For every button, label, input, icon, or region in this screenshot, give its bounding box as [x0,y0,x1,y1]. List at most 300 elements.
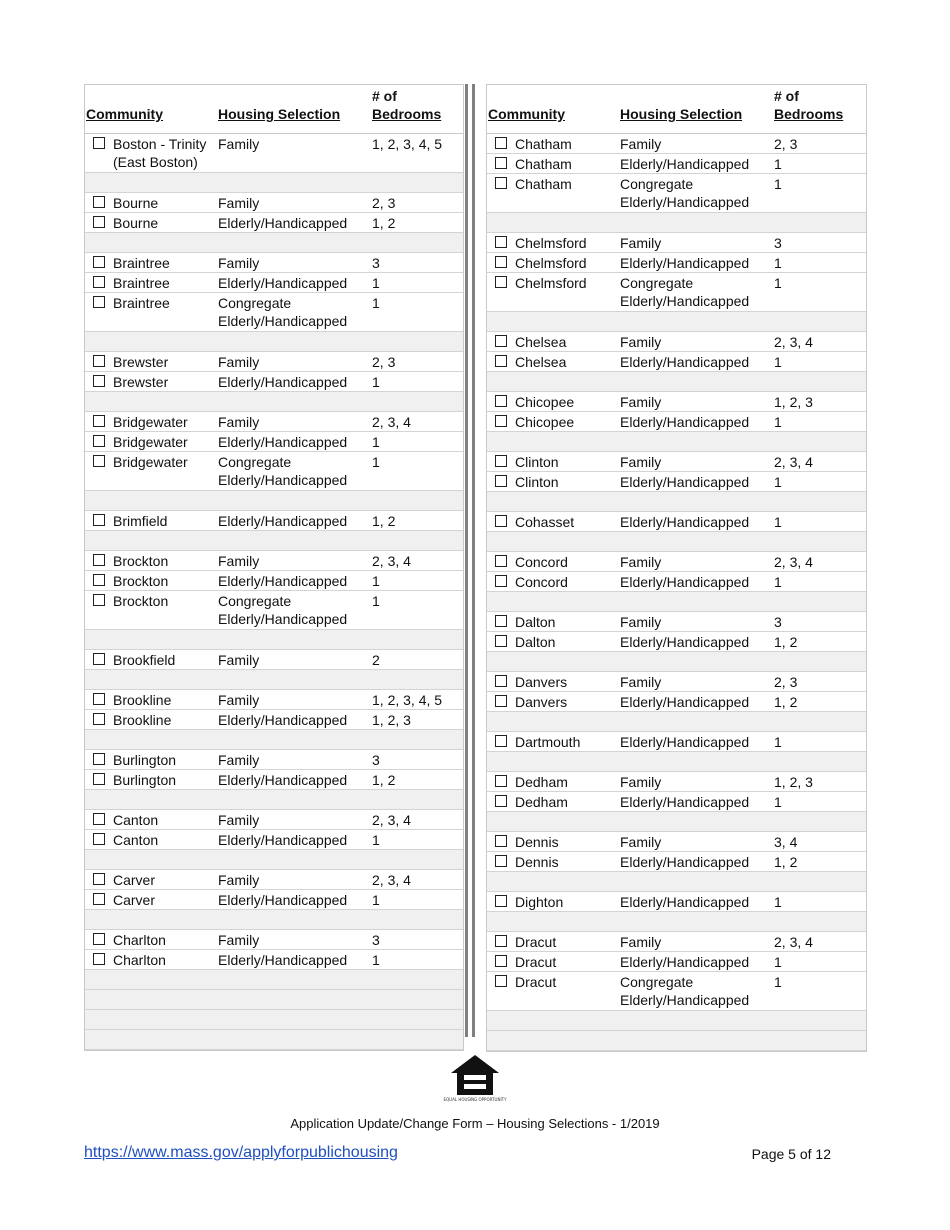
community-cell [515,274,587,292]
community-name: Canton [113,812,159,828]
spacer-row [85,910,463,930]
housing-selection-cell [218,373,347,391]
bedrooms-cell: 1, 2, 3 [774,774,813,790]
spacer-row [85,790,463,810]
community-name: Dracut [515,954,557,970]
table-row [85,412,463,432]
housing-selection: Congregate [218,454,292,470]
housing-selection-cell [218,572,347,590]
housing-selection: Elderly/Handicapped [620,992,750,1008]
community-cell [515,234,587,252]
table-row [85,810,463,830]
community-name: Bridgewater [113,434,188,450]
checkbox[interactable] [93,196,105,208]
housing-selection-cell [620,613,661,631]
bedrooms-cell: 1 [774,176,782,192]
community-name: Braintree [113,295,170,311]
community-cell [515,933,556,951]
table-row [487,352,866,372]
checkbox[interactable] [495,675,507,687]
community-cell [113,831,158,849]
bedrooms-cell: 1 [372,952,380,968]
community-cell [113,651,175,669]
community-cell [515,553,568,571]
housing-selection-cell [218,552,259,570]
checkbox[interactable] [93,514,105,526]
spacer-row [487,492,866,512]
community-name: Bourne [113,195,159,211]
table-row [85,690,463,710]
apply-link[interactable]: https://www.mass.gov/applyforpublichousing [84,1144,398,1161]
housing-selection: Family [620,614,662,630]
checkbox[interactable] [495,475,507,487]
housing-selection-cell [218,951,347,969]
bedrooms-cell: 1, 2 [372,772,396,788]
header-community: Community [488,106,565,122]
checkbox[interactable] [495,955,507,967]
housing-selection-cell [620,693,749,711]
housing-selection: Elderly/Handicapped [620,194,750,210]
checkbox[interactable] [495,835,507,847]
housing-selection: Family [218,932,260,948]
spacer-row [487,432,866,452]
community-name: Charlton [113,932,166,948]
housing-selection: Elderly/Handicapped [218,573,348,589]
checkbox[interactable] [93,953,105,965]
housing-selection: Elderly/Handicapped [620,794,750,810]
community-cell [113,453,188,471]
housing-selection: Elderly/Handicapped [620,514,750,530]
housing-selection: Elderly/Handicapped [620,414,750,430]
table-row [487,612,866,632]
bedrooms-cell: 1 [774,156,782,172]
housing-selection-cell [218,512,347,530]
header-housing-selection: Housing Selection [218,106,341,122]
table-row [85,352,463,372]
checkbox[interactable] [495,236,507,248]
checkbox[interactable] [495,256,507,268]
community-name: Brockton [113,553,169,569]
community-cell [515,333,566,351]
checkbox[interactable] [93,375,105,387]
checkbox[interactable] [495,276,507,288]
community-cell [515,353,566,371]
community-cell [515,693,567,711]
community-name: Dartmouth [515,734,581,750]
community-cell [113,711,171,729]
table-row [85,591,463,630]
checkbox[interactable] [495,415,507,427]
community-name: Charlton [113,952,166,968]
housing-selection: Family [218,692,260,708]
housing-selection-cell [218,831,347,849]
housing-selection-cell [620,393,661,411]
spacer-row [85,850,463,870]
table-row [487,392,866,412]
checkbox[interactable] [93,574,105,586]
community-name: Brewster [113,374,169,390]
community-name: Chicopee [515,394,575,410]
housing-selection: Elderly/Handicapped [218,513,348,529]
checkbox[interactable] [495,157,507,169]
housing-selection-cell [218,592,347,628]
community-name: Chelsea [515,354,567,370]
table-row [85,432,463,452]
community-name: Dracut [515,974,557,990]
table-row [85,571,463,591]
spacer-row [487,812,866,832]
table-row [487,852,866,872]
housing-table-right [486,84,867,1052]
community-name: Chatham [515,176,572,192]
housing-selection-cell [620,953,749,971]
community-cell [113,891,155,909]
table-row [85,770,463,790]
table-row [487,273,866,312]
community-cell [113,294,170,312]
community-cell [113,512,167,530]
housing-selection: Family [620,834,662,850]
community-name: Chicopee [515,414,575,430]
community-name: Danvers [515,694,568,710]
table-row [85,452,463,491]
table-row [487,253,866,273]
table-row [487,134,866,154]
community-name: Dedham [515,794,568,810]
housing-selection-cell [620,933,661,951]
community-cell [515,135,572,153]
checkbox[interactable] [93,594,105,606]
bedrooms-cell: 1 [774,255,782,271]
community-cell [515,973,556,991]
bedrooms-cell: 1 [372,374,380,390]
bedrooms-cell: 1 [774,414,782,430]
housing-selection: Elderly/Handicapped [620,574,750,590]
community-name: Cohasset [515,514,575,530]
checkbox[interactable] [93,773,105,785]
checkbox[interactable] [93,435,105,447]
community-name: Brimfield [113,513,168,529]
housing-selection-cell [218,214,347,232]
housing-selection-cell [620,893,749,911]
housing-selection: Elderly/Handicapped [620,854,750,870]
column-divider [472,84,475,1037]
checkbox[interactable] [93,137,105,149]
table-row [487,732,866,752]
bedrooms-cell: 1 [372,275,380,291]
checkbox[interactable] [93,833,105,845]
housing-selection-cell [620,413,749,431]
checkbox[interactable] [93,713,105,725]
bedrooms-cell: 2, 3, 4 [774,454,813,470]
housing-selection-cell [620,453,661,471]
table-row [487,692,866,712]
table-row [487,512,866,532]
housing-selection: Family [620,235,662,251]
community-cell [515,413,574,431]
community-name: Concord [515,554,568,570]
community-name: Dalton [515,634,556,650]
community-name: (East Boston) [113,154,198,170]
housing-selection-cell [620,274,749,310]
community-name: Chelmsford [515,235,587,251]
table-row [85,273,463,293]
community-cell [113,931,166,949]
bedrooms-cell: 3 [774,235,782,251]
bedrooms-cell: 2, 3, 4 [774,334,813,350]
housing-selection-cell [218,691,259,709]
housing-selection: Elderly/Handicapped [620,694,750,710]
community-cell [515,833,559,851]
checkbox[interactable] [495,455,507,467]
spacer-row [487,652,866,672]
logo-text: EQUAL HOUSING OPPORTUNITY [443,1097,507,1102]
bedrooms-cell: 1 [774,574,782,590]
community-cell [515,893,563,911]
community-cell [515,853,559,871]
housing-selection: Elderly/Handicapped [620,474,750,490]
housing-selection-cell [218,433,347,451]
community-name: Brockton [113,593,169,609]
housing-selection: Elderly/Handicapped [620,894,750,910]
bedrooms-cell: 3 [372,752,380,768]
housing-selection: Family [218,414,260,430]
checkbox[interactable] [93,693,105,705]
spacer-row [85,630,463,650]
community-name: Brookline [113,692,172,708]
spacer-row [85,1010,463,1030]
community-cell [113,353,168,371]
housing-selection-cell [218,711,347,729]
table-body [487,134,866,1051]
table-row [487,174,866,213]
checkbox[interactable] [495,137,507,149]
housing-selection: Family [218,553,260,569]
header-bedrooms: Bedrooms [372,106,442,122]
bedrooms-cell: 3 [372,255,380,271]
community-name: Dracut [515,934,557,950]
housing-selection: Elderly/Handicapped [218,313,348,329]
community-cell [113,214,158,232]
table-row [487,972,866,1011]
bedrooms-cell: 2, 3, 4 [774,934,813,950]
spacer-row [85,970,463,990]
housing-selection: Congregate [218,593,292,609]
housing-selection: Family [620,334,662,350]
housing-selection-cell [620,793,749,811]
checkbox[interactable] [93,893,105,905]
bedrooms-cell: 1 [774,474,782,490]
bedrooms-cell: 2, 3 [774,136,798,152]
housing-selection-cell [620,155,749,173]
community-name: Canton [113,832,159,848]
table-row [487,472,866,492]
spacer-row [487,1031,866,1051]
housing-selection: Family [218,354,260,370]
housing-selection-cell [218,871,259,889]
housing-selection: Elderly/Handicapped [218,772,348,788]
housing-selection: Elderly/Handicapped [218,611,348,627]
housing-selection-cell [218,194,259,212]
housing-selection-cell [620,513,749,531]
housing-selection: Congregate [620,275,694,291]
spacer-row [487,532,866,552]
housing-selection: Elderly/Handicapped [218,472,348,488]
checkbox[interactable] [495,335,507,347]
housing-selection-cell [218,651,259,669]
housing-selection-cell [218,891,347,909]
housing-selection: Congregate [620,974,694,990]
housing-selection-cell [620,973,749,1009]
community-cell [113,194,158,212]
spacer-row [85,233,463,253]
bedrooms-cell: 2 [372,652,380,668]
housing-selection: Family [620,394,662,410]
checkbox[interactable] [495,735,507,747]
housing-selection: Elderly/Handicapped [620,734,750,750]
checkbox[interactable] [93,276,105,288]
housing-selection-cell [620,633,749,651]
checkbox[interactable] [495,695,507,707]
community-cell [113,572,168,590]
housing-selection-cell [620,254,749,272]
bedrooms-cell: 2, 3 [372,354,396,370]
table-row [487,952,866,972]
housing-selection: Congregate [620,176,694,192]
housing-selection: Elderly/Handicapped [218,275,348,291]
bedrooms-cell: 1 [372,832,380,848]
bedrooms-cell: 1, 2, 3, 4, 5 [372,692,443,708]
community-cell [113,871,155,889]
header-community: Community [86,106,163,122]
community-cell [113,811,158,829]
community-name: Dighton [515,894,564,910]
checkbox[interactable] [93,415,105,427]
housing-selection-cell [218,751,259,769]
checkbox[interactable] [93,653,105,665]
header-bedrooms-line1: # of [372,88,397,104]
checkbox[interactable] [495,895,507,907]
housing-selection: Family [620,674,662,690]
bedrooms-cell: 1, 2 [774,854,798,870]
checkbox[interactable] [495,775,507,787]
checkbox[interactable] [93,873,105,885]
spacer-row [487,752,866,772]
housing-selection-cell [620,573,749,591]
spacer-row [487,372,866,392]
housing-selection: Elderly/Handicapped [218,832,348,848]
table-row [85,372,463,392]
housing-selection: Family [620,934,662,950]
table-row [487,772,866,792]
housing-selection: Elderly/Handicapped [218,215,348,231]
checkbox[interactable] [93,813,105,825]
community-cell [113,691,171,709]
community-name: Dalton [515,614,556,630]
community-name: Brockton [113,573,169,589]
checkbox[interactable] [93,933,105,945]
bedrooms-cell: 2, 3 [372,195,396,211]
housing-selection: Family [218,872,260,888]
header-housing-selection: Housing Selection [620,106,743,122]
checkbox[interactable] [495,355,507,367]
community-name: Chatham [515,136,572,152]
table-row [85,193,463,213]
housing-selection-cell [218,413,259,431]
community-cell [113,771,176,789]
housing-selection: Family [218,255,260,271]
housing-selection-cell [620,135,661,153]
housing-selection: Elderly/Handicapped [218,374,348,390]
bedrooms-cell: 2, 3, 4 [372,414,411,430]
community-name: Braintree [113,255,170,271]
spacer-row [85,491,463,511]
housing-selection: Elderly/Handicapped [620,634,750,650]
checkbox[interactable] [495,795,507,807]
checkbox[interactable] [93,355,105,367]
checkbox[interactable] [495,515,507,527]
community-cell [113,951,166,969]
housing-selection: Elderly/Handicapped [620,156,750,172]
community-cell [113,751,176,769]
table-row [487,792,866,812]
table-row [85,830,463,850]
table-row [487,154,866,174]
checkbox[interactable] [495,615,507,627]
community-cell [113,373,168,391]
community-cell [113,254,170,272]
checkbox[interactable] [495,395,507,407]
housing-selection-cell [218,811,259,829]
bedrooms-cell: 1 [372,434,380,450]
community-cell [515,953,556,971]
community-name: Bridgewater [113,414,188,430]
spacer-row [487,872,866,892]
spacer-row [487,592,866,612]
checkbox[interactable] [93,296,105,308]
housing-selection: Elderly/Handicapped [218,892,348,908]
checkbox[interactable] [93,554,105,566]
housing-selection-cell [620,553,661,571]
housing-selection-cell [620,473,749,491]
housing-selection: Elderly/Handicapped [620,954,750,970]
housing-selection: Congregate [218,295,292,311]
checkbox[interactable] [93,455,105,467]
checkbox[interactable] [495,635,507,647]
checkbox[interactable] [93,216,105,228]
checkbox[interactable] [93,256,105,268]
checkbox[interactable] [495,975,507,987]
housing-selection-cell [218,274,347,292]
checkbox[interactable] [495,555,507,567]
checkbox[interactable] [495,935,507,947]
bedrooms-cell: 2, 3, 4 [774,554,813,570]
checkbox[interactable] [495,855,507,867]
spacer-row [85,990,463,1010]
checkbox[interactable] [495,575,507,587]
checkbox[interactable] [495,177,507,189]
checkbox[interactable] [93,753,105,765]
community-name: Danvers [515,674,568,690]
spacer-row [85,531,463,551]
table-row [85,950,463,970]
spacer-row [487,912,866,932]
housing-selection-cell [620,773,661,791]
housing-selection: Family [620,554,662,570]
table-row [487,672,866,692]
housing-selection: Elderly/Handicapped [218,952,348,968]
community-cell [515,513,574,531]
